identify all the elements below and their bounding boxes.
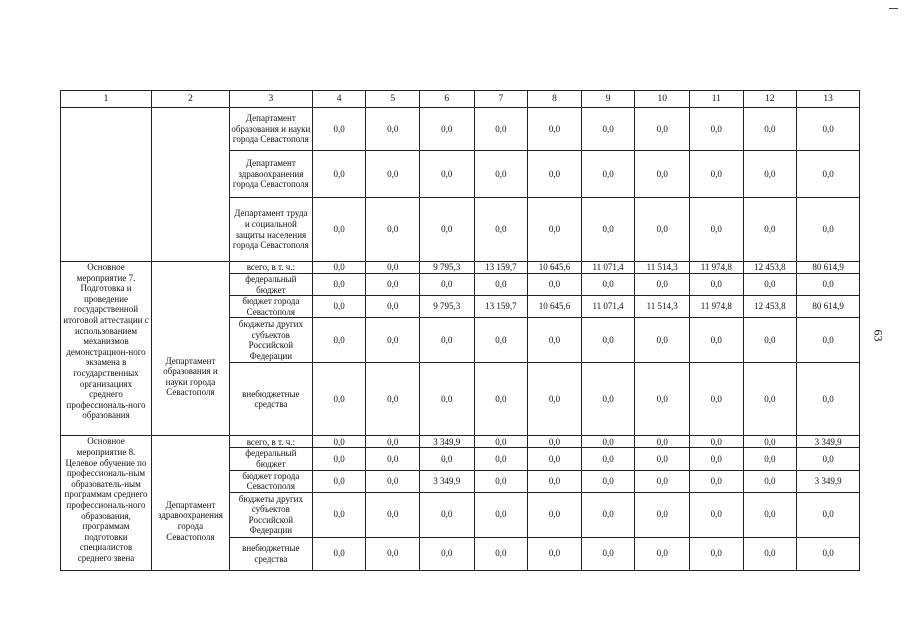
value-cell-col5: 0,0 bbox=[366, 363, 420, 436]
value-cell-col10: 0,0 bbox=[635, 274, 690, 296]
header-cell-9: 9 bbox=[581, 91, 635, 108]
value-cell-col7: 0,0 bbox=[474, 198, 528, 262]
value-cell-col10: 11 514,3 bbox=[635, 262, 690, 274]
value-cell-col13: 0,0 bbox=[797, 448, 860, 470]
value-cell-col7: 0,0 bbox=[474, 492, 528, 537]
value-cell-col13: 0,0 bbox=[797, 537, 860, 570]
funding-source-cell: Департамент здравоохранения города Севастополя bbox=[229, 151, 312, 198]
value-cell-col4: 0,0 bbox=[312, 492, 366, 537]
activity-executor-cell: Департамент образования и науки города Севастополя bbox=[152, 262, 230, 436]
header-cell-8: 8 bbox=[528, 91, 582, 108]
page-number: 63 bbox=[871, 329, 886, 342]
value-cell-col12: 0,0 bbox=[743, 151, 797, 198]
value-cell-col6: 0,0 bbox=[420, 318, 475, 363]
table-row bbox=[61, 108, 860, 151]
value-cell-col9: 0,0 bbox=[581, 436, 635, 448]
value-cell-col11: 11 974,8 bbox=[690, 262, 744, 274]
value-cell-col12: 12 453,8 bbox=[743, 296, 797, 318]
funding-source-cell: федеральный бюджет bbox=[229, 274, 312, 296]
table-body bbox=[61, 91, 860, 571]
value-cell-col8: 10 645,6 bbox=[528, 296, 582, 318]
header-cell-4: 4 bbox=[312, 91, 366, 108]
value-cell-col10: 11 514,3 bbox=[635, 296, 690, 318]
value-cell-col12: 0,0 bbox=[743, 198, 797, 262]
corner-mark bbox=[889, 8, 898, 9]
value-cell-col7: 0,0 bbox=[474, 151, 528, 198]
value-cell-col10: 0,0 bbox=[635, 492, 690, 537]
header-cell-5: 5 bbox=[366, 91, 420, 108]
value-cell-col9: 0,0 bbox=[581, 448, 635, 470]
value-cell-col4: 0,0 bbox=[312, 296, 366, 318]
value-cell-col12: 12 453,8 bbox=[743, 262, 797, 274]
value-cell-col7: 0,0 bbox=[474, 470, 528, 492]
value-cell-col13: 80 614,9 bbox=[797, 296, 860, 318]
value-cell-col12: 0,0 bbox=[743, 492, 797, 537]
value-cell-col10: 0,0 bbox=[635, 436, 690, 448]
activity-name-cell: Основное мероприятие 8. Целевое обучение по профессиональ-ным образователь-ным программам среднего профессиональ-ного образования, программам подготовки специалистов среднего звена bbox=[61, 436, 152, 570]
value-cell-col6: 0,0 bbox=[420, 274, 475, 296]
value-cell-col4: 0,0 bbox=[312, 448, 366, 470]
value-cell-col9: 0,0 bbox=[581, 274, 635, 296]
value-cell-col6: 0,0 bbox=[420, 151, 475, 198]
value-cell-col12: 0,0 bbox=[743, 537, 797, 570]
funding-source-cell: бюджет города Севастополя bbox=[229, 296, 312, 318]
value-cell-col13: 0,0 bbox=[797, 363, 860, 436]
value-cell-col11: 0,0 bbox=[690, 274, 744, 296]
value-cell-col12: 0,0 bbox=[743, 274, 797, 296]
value-cell-col12: 0,0 bbox=[743, 318, 797, 363]
value-cell-col13: 0,0 bbox=[797, 198, 860, 262]
value-cell-col13: 3 349,9 bbox=[797, 470, 860, 492]
value-cell-col7: 0,0 bbox=[474, 318, 528, 363]
header-cell-12: 12 bbox=[743, 91, 797, 108]
funding-source-cell: внебюджетные средства bbox=[229, 537, 312, 570]
value-cell-col12: 0,0 bbox=[743, 108, 797, 151]
value-cell-col10: 0,0 bbox=[635, 108, 690, 151]
value-cell-col10: 0,0 bbox=[635, 470, 690, 492]
value-cell-col4: 0,0 bbox=[312, 262, 366, 274]
value-cell-col4: 0,0 bbox=[312, 363, 366, 436]
header-cell-3: 3 bbox=[229, 91, 312, 108]
header-cell-11: 11 bbox=[690, 91, 744, 108]
value-cell-col8: 0,0 bbox=[528, 318, 582, 363]
header-cell-1: 1 bbox=[61, 91, 152, 108]
value-cell-col11: 0,0 bbox=[690, 318, 744, 363]
value-cell-col13: 0,0 bbox=[797, 151, 860, 198]
table-row bbox=[61, 262, 860, 274]
continuation-activity-cell bbox=[61, 108, 152, 262]
value-cell-col5: 0,0 bbox=[366, 436, 420, 448]
value-cell-col8: 0,0 bbox=[528, 151, 582, 198]
value-cell-col13: 80 614,9 bbox=[797, 262, 860, 274]
value-cell-col9: 0,0 bbox=[581, 108, 635, 151]
value-cell-col5: 0,0 bbox=[366, 151, 420, 198]
value-cell-col9: 0,0 bbox=[581, 492, 635, 537]
value-cell-col10: 0,0 bbox=[635, 448, 690, 470]
header-cell-13: 13 bbox=[797, 91, 860, 108]
value-cell-col11: 0,0 bbox=[690, 198, 744, 262]
value-cell-col11: 0,0 bbox=[690, 492, 744, 537]
value-cell-col13: 0,0 bbox=[797, 108, 860, 151]
funding-source-cell: федеральный бюджет bbox=[229, 448, 312, 470]
value-cell-col9: 0,0 bbox=[581, 318, 635, 363]
value-cell-col5: 0,0 bbox=[366, 198, 420, 262]
value-cell-col8: 0,0 bbox=[528, 198, 582, 262]
value-cell-col9: 0,0 bbox=[581, 363, 635, 436]
funding-source-cell: внебюджетные средства bbox=[229, 363, 312, 436]
value-cell-col5: 0,0 bbox=[366, 296, 420, 318]
value-cell-col8: 0,0 bbox=[528, 108, 582, 151]
value-cell-col11: 11 974,8 bbox=[690, 296, 744, 318]
value-cell-col9: 0,0 bbox=[581, 470, 635, 492]
value-cell-col4: 0,0 bbox=[312, 318, 366, 363]
value-cell-col8: 0,0 bbox=[528, 274, 582, 296]
value-cell-col6: 3 349,9 bbox=[420, 470, 475, 492]
value-cell-col12: 0,0 bbox=[743, 470, 797, 492]
value-cell-col12: 0,0 bbox=[743, 436, 797, 448]
value-cell-col8: 0,0 bbox=[528, 537, 582, 570]
value-cell-col5: 0,0 bbox=[366, 108, 420, 151]
value-cell-col4: 0,0 bbox=[312, 151, 366, 198]
funding-source-cell: бюджеты других субъектов Российской Федерации bbox=[229, 318, 312, 363]
value-cell-col10: 0,0 bbox=[635, 318, 690, 363]
value-cell-col8: 10 645,6 bbox=[528, 262, 582, 274]
value-cell-col11: 0,0 bbox=[690, 448, 744, 470]
value-cell-col6: 9 795,3 bbox=[420, 262, 475, 274]
value-cell-col13: 0,0 bbox=[797, 492, 860, 537]
value-cell-col11: 0,0 bbox=[690, 151, 744, 198]
funding-source-cell: бюджет города Севастополя bbox=[229, 470, 312, 492]
value-cell-col8: 0,0 bbox=[528, 492, 582, 537]
value-cell-col5: 0,0 bbox=[366, 274, 420, 296]
value-cell-col9: 0,0 bbox=[581, 198, 635, 262]
value-cell-col10: 0,0 bbox=[635, 198, 690, 262]
funding-source-cell: всего, в т. ч.: bbox=[229, 262, 312, 274]
budget-sheet bbox=[60, 90, 860, 571]
funding-source-cell: Департамент труда и социальной защиты населения города Севастополя bbox=[229, 198, 312, 262]
value-cell-col10: 0,0 bbox=[635, 537, 690, 570]
value-cell-col4: 0,0 bbox=[312, 537, 366, 570]
value-cell-col9: 11 071,4 bbox=[581, 296, 635, 318]
value-cell-col4: 0,0 bbox=[312, 108, 366, 151]
value-cell-col5: 0,0 bbox=[366, 448, 420, 470]
value-cell-col9: 0,0 bbox=[581, 537, 635, 570]
value-cell-col4: 0,0 bbox=[312, 436, 366, 448]
value-cell-col5: 0,0 bbox=[366, 492, 420, 537]
header-cell-6: 6 bbox=[420, 91, 475, 108]
value-cell-col9: 11 071,4 bbox=[581, 262, 635, 274]
value-cell-col5: 0,0 bbox=[366, 262, 420, 274]
value-cell-col11: 0,0 bbox=[690, 470, 744, 492]
header-cell-7: 7 bbox=[474, 91, 528, 108]
value-cell-col13: 3 349,9 bbox=[797, 436, 860, 448]
funding-source-cell: всего, в т. ч.: bbox=[229, 436, 312, 448]
value-cell-col8: 0,0 bbox=[528, 470, 582, 492]
header-cell-2: 2 bbox=[152, 91, 230, 108]
value-cell-col11: 0,0 bbox=[690, 436, 744, 448]
value-cell-col10: 0,0 bbox=[635, 363, 690, 436]
funding-source-cell: бюджеты других субъектов Российской Федерации bbox=[229, 492, 312, 537]
value-cell-col6: 0,0 bbox=[420, 537, 475, 570]
value-cell-col11: 0,0 bbox=[690, 537, 744, 570]
value-cell-col5: 0,0 bbox=[366, 318, 420, 363]
header-cell-10: 10 bbox=[635, 91, 690, 108]
value-cell-col7: 0,0 bbox=[474, 274, 528, 296]
value-cell-col6: 0,0 bbox=[420, 492, 475, 537]
value-cell-col8: 0,0 bbox=[528, 436, 582, 448]
header-row bbox=[61, 91, 860, 108]
value-cell-col8: 0,0 bbox=[528, 363, 582, 436]
value-cell-col6: 0,0 bbox=[420, 448, 475, 470]
funding-source-cell: Департамент образования и науки города Севастополя bbox=[229, 108, 312, 151]
value-cell-col13: 0,0 bbox=[797, 318, 860, 363]
value-cell-col13: 0,0 bbox=[797, 274, 860, 296]
value-cell-col4: 0,0 bbox=[312, 274, 366, 296]
value-cell-col4: 0,0 bbox=[312, 198, 366, 262]
value-cell-col11: 0,0 bbox=[690, 108, 744, 151]
value-cell-col7: 0,0 bbox=[474, 448, 528, 470]
value-cell-col4: 0,0 bbox=[312, 470, 366, 492]
value-cell-col7: 0,0 bbox=[474, 436, 528, 448]
value-cell-col7: 13 159,7 bbox=[474, 296, 528, 318]
value-cell-col6: 9 795,3 bbox=[420, 296, 475, 318]
value-cell-col7: 0,0 bbox=[474, 108, 528, 151]
table-row bbox=[61, 436, 860, 448]
value-cell-col11: 0,0 bbox=[690, 363, 744, 436]
value-cell-col6: 0,0 bbox=[420, 198, 475, 262]
value-cell-col9: 0,0 bbox=[581, 151, 635, 198]
value-cell-col12: 0,0 bbox=[743, 448, 797, 470]
value-cell-col5: 0,0 bbox=[366, 537, 420, 570]
value-cell-col6: 0,0 bbox=[420, 363, 475, 436]
value-cell-col7: 0,0 bbox=[474, 537, 528, 570]
value-cell-col12: 0,0 bbox=[743, 363, 797, 436]
value-cell-col5: 0,0 bbox=[366, 470, 420, 492]
value-cell-col7: 0,0 bbox=[474, 363, 528, 436]
activity-executor-cell: Департамент здравоохранения города Севастополя bbox=[152, 436, 230, 570]
value-cell-col8: 0,0 bbox=[528, 448, 582, 470]
value-cell-col10: 0,0 bbox=[635, 151, 690, 198]
activity-name-cell: Основное мероприятие 7. Подготовка и проведение государственной итоговой аттестации с использованием механизмов демонстрацион-ного экзамена в государственных организациях среднего профессиональ-ного образования bbox=[61, 262, 152, 436]
value-cell-col6: 0,0 bbox=[420, 108, 475, 151]
value-cell-col6: 3 349,9 bbox=[420, 436, 475, 448]
budget-table bbox=[60, 90, 860, 571]
value-cell-col7: 13 159,7 bbox=[474, 262, 528, 274]
continuation-executor-cell bbox=[152, 108, 230, 262]
